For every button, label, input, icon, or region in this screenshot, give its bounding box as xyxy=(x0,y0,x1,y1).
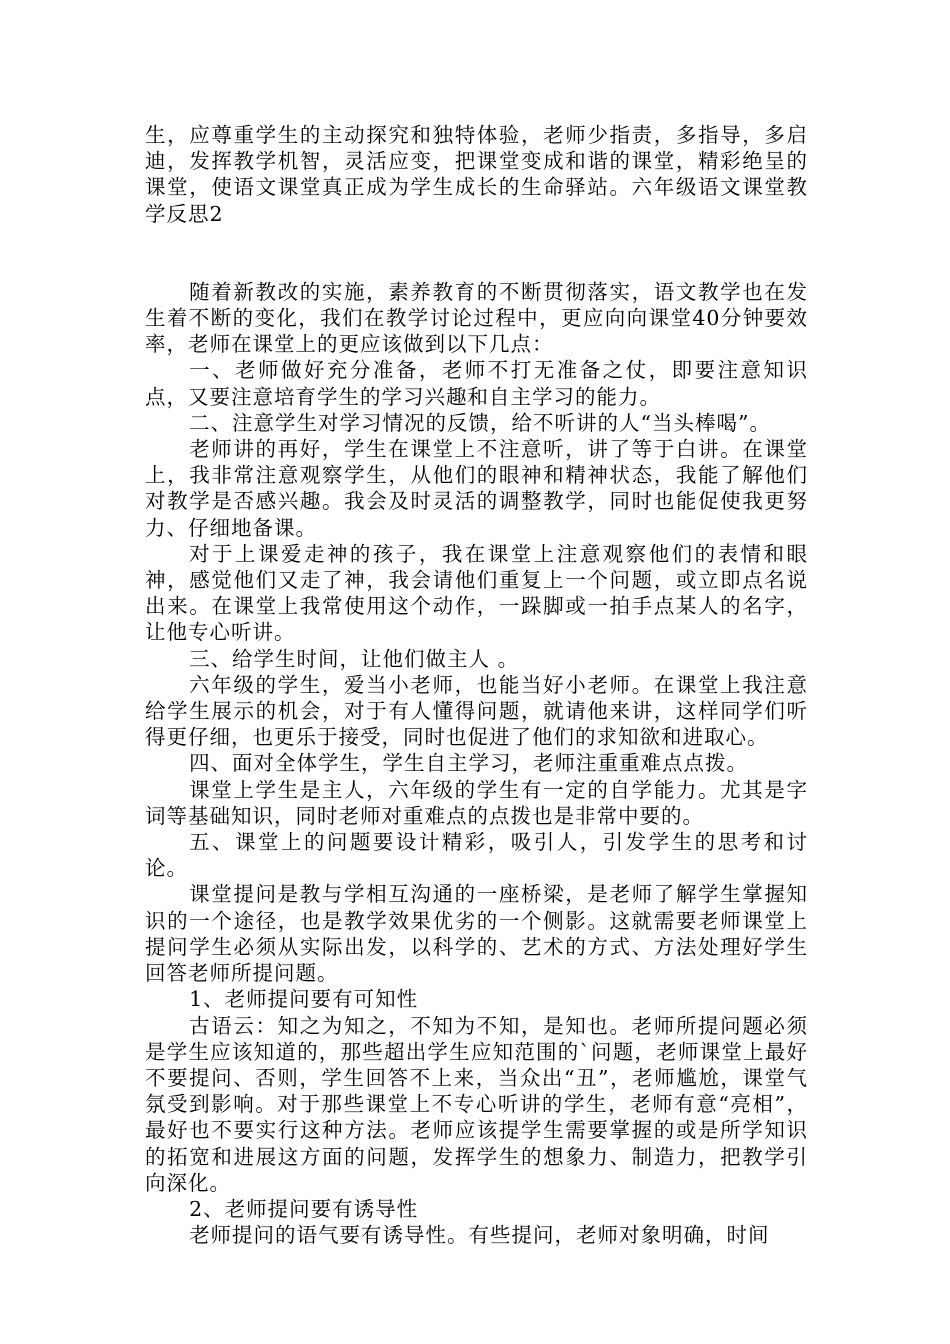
paragraph-gap xyxy=(145,227,808,279)
paragraph-15: 2、老师提问要有诱导性 xyxy=(189,1196,419,1221)
paragraph-13: 1、老师提问要有可知性 xyxy=(189,987,419,1012)
paragraph-5: 老师讲的再好，学生在课堂上不注意听，讲了等于白讲。在课堂上，我非常注意观察学生，从他们的眼神和精神状态，我能了解他们对教学是否感兴趣。我会及时灵活的调整教学，同时也能促使我更努力、仔细地备课。 xyxy=(145,437,808,540)
paragraph-14: 古语云：知之为知之，不知为不知，是知也。老师所提问题必须是学生应该知道的，那些超出学生应知范围的`问题，老师课堂上最好不要提问、否则，学生回答不上来，当众出“丑”，老师尴尬，课堂气氛受到影响。对于那些课堂上不专心听讲的学生，老师有意“亮相”，最好也不要实行这种方法。老师应该提学生需要掌握的或是所学知识的拓宽和进展这方面的问题，发挥学生的想象力、制造力，把教学引向深化。 xyxy=(145,1013,808,1195)
paragraph-4: 二、注意学生对学习情况的反馈，给不听讲的人“当头棒喝”。 xyxy=(189,410,772,435)
paragraph-1: 生，应尊重学生的主动探究和独特体验，老师少指责，多指导，多启迪，发挥教学机智，灵活应变，把课堂变成和谐的课堂，精彩绝呈的课堂，使语文课堂真正成为学生成长的生命驿站。六年级语文课堂教学反思2 xyxy=(145,123,808,226)
paragraph-9: 四、面对全体学生，学生自主学习，老师注重重难点点拨。 xyxy=(189,751,749,776)
paragraph-6: 对于上课爱走神的孩子，我在课堂上注意观察他们的表情和眼神，感觉他们又走了神，我会请他们重复上一个问题，或立即点名说出来。在课堂上我常使用这个动作，一跺脚或一拍手点某人的名字，让他专心听讲。 xyxy=(145,541,808,645)
paragraph-2: 随着新教改的实施，素养教育的不断贯彻落实，语文教学也在发生着不断的变化，我们在教学讨论过程中，更应向向课堂40分钟要效率，老师在课堂上的更应该做到以下几点： xyxy=(145,279,808,357)
paragraph-8: 六年级的学生，爱当小老师，也能当好小老师。在课堂上我注意给学生展示的机会，对于有人懂得问题，就请他来讲，这样同学们听得更仔细，也更乐于接受，同时也促进了他们的求知欲和进取心。 xyxy=(145,672,808,750)
paragraph-16: 老师提问的语气要有诱导性。有些提问，老师对象明确，时间 xyxy=(189,1223,770,1248)
paragraph-12: 课堂提问是教与学相互沟通的一座桥梁，是老师了解学生掌握知识的一个途径，也是教学效果优劣的一个侧影。这就需要老师课堂上提问学生必须从实际出发，以科学的、艺术的方式、方法处理好学生回答老师所提问题。 xyxy=(145,882,808,986)
paragraph-7: 三、给学生时间，让他们做主人 。 xyxy=(189,646,520,671)
paragraph-11: 五、课堂上的问题要设计精彩，吸引人，引发学生的思考和讨论。 xyxy=(145,830,808,881)
paragraph-3: 一、老师做好充分准备，老师不打无准备之仗，即要注意知识点，又要注意培育学生的学习兴趣和自主学习的能力。 xyxy=(145,358,808,409)
paragraph-10: 课堂上学生是主人，六年级的学生有一定的自学能力。尤其是字词等基础知识，同时老师对重难点的点拨也是非常中要的。 xyxy=(145,777,808,828)
